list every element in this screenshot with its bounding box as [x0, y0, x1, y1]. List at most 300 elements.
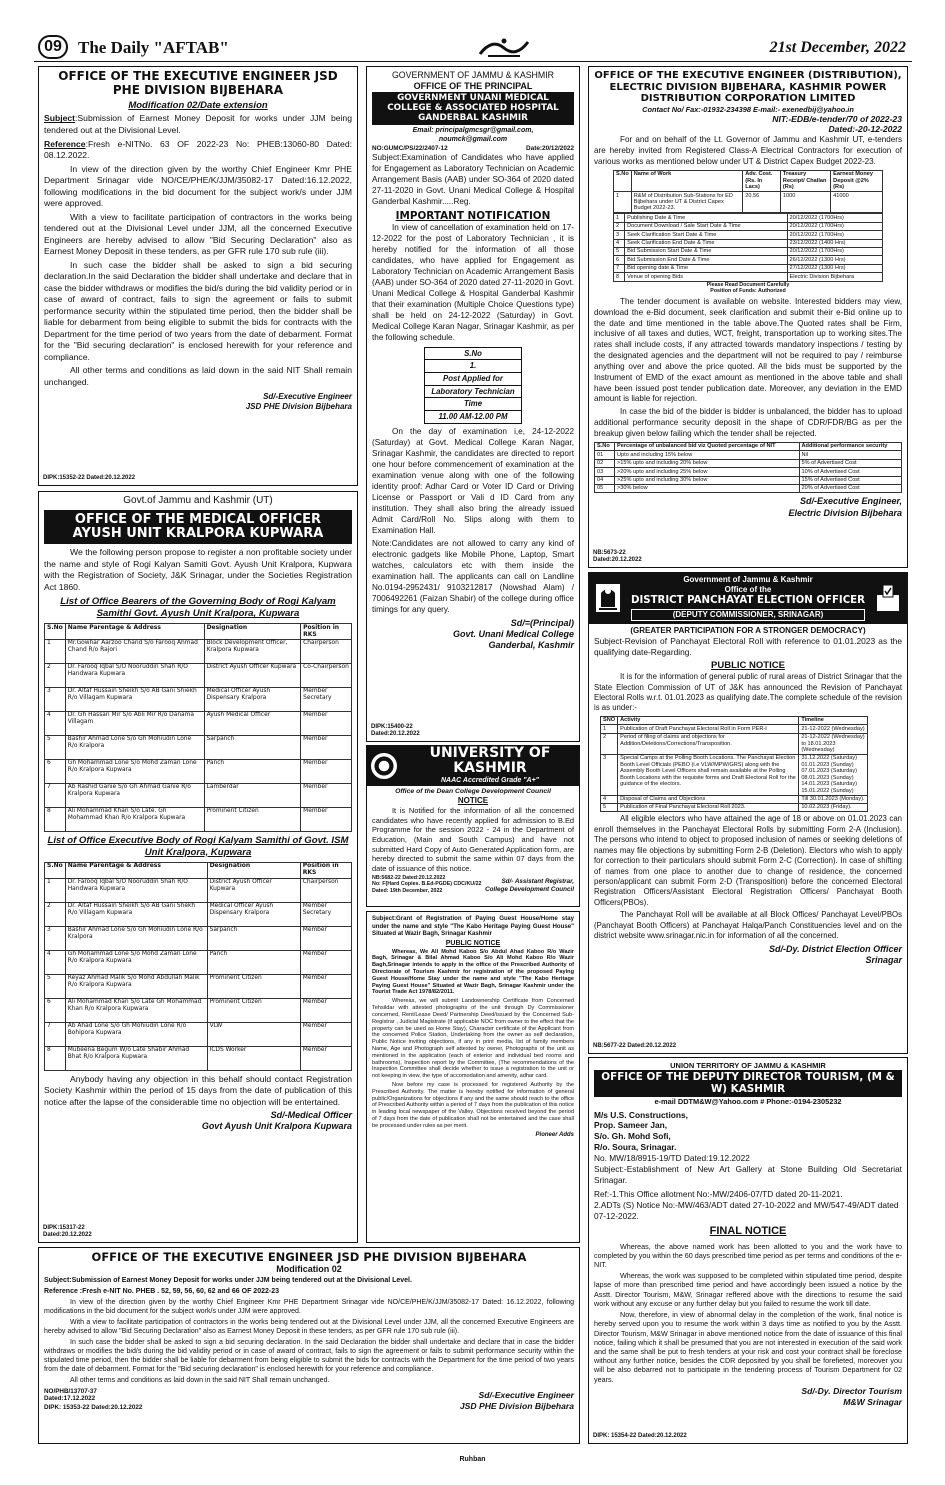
- ref-no: NB:5682-22 Dated:20.12.2022: [372, 875, 446, 882]
- ad-govt: Govt.of Jammu and Kashmir (UT): [123, 495, 273, 506]
- table-row: [595, 484, 902, 492]
- table-row: [45, 998, 352, 1022]
- table-row: [45, 735, 352, 759]
- table-cell: 5% of Advertised Cost: [799, 459, 901, 467]
- table-row: [45, 950, 352, 974]
- ad-title: OFFICE OF THE EXECUTIVE ENGINEER JSD PHE DIVISION BIJBEHARA: [91, 1250, 527, 1264]
- table-cell: Chairperson: [301, 639, 352, 663]
- table-cell: Seek Clarification Start Date & Time: [625, 231, 787, 239]
- table-cell: 41000: [831, 192, 883, 213]
- table-cell: Mr.Gowhar Aarzoo Chand S/o Farooq Ahmad Chand R/o Rajori: [65, 639, 204, 663]
- table-row: [614, 256, 883, 264]
- table-cell: Chairperson: [300, 878, 351, 902]
- ad-title: DISTRICT PANCHAYAT ELECTION OFFICER: [631, 595, 865, 606]
- table-cell: 27/12/2022 (1300 Hrs): [787, 264, 883, 272]
- table-cell: Nil: [799, 451, 901, 459]
- table-row: [45, 639, 352, 663]
- paragraph: Now before my case is processed for registered Authority by the Prescribed Authority. The matter is hereby notified for information of general public/Organizations for objections if any and the same should reach to the office of Prescribed Authority within a period of 7 days from the publication of this notice in leading local newspaper of the Valley. Objections received beyond the period of 7 days from the date of publication shall not be entertained and the case shall be processed under rules as per merit.: [372, 1082, 574, 1129]
- table-cell: Seek Clarification End Date & Time: [625, 239, 787, 247]
- table-cell: 5: [601, 803, 618, 811]
- table-cell: Member Secretary: [301, 687, 352, 711]
- reference-text: Reference :Fresh e-NIT No. PHEB . 52, 59, 56, 60, 62 and 66 OF 2022-23: [44, 1288, 279, 1296]
- table-row: [45, 663, 352, 687]
- table-cell: 6: [45, 998, 66, 1022]
- table-cell: 20/12/2022 (1700Hrs): [787, 231, 883, 239]
- subject-text: Subject:Examination of Candidates who have applied for Engagement as Laboratory Technician on Academic Arrangement Basis (AAB) under SO-364 of 2020 dated 27-11-2020 in Govt. Unani Medical College & Hospital Ganderbal Kashmir.....Reg.: [372, 152, 574, 206]
- table-cell: Ab Rashid Ganie S/o Gh Ahmad Ganie R/o Kralpora Kupwara: [65, 783, 204, 807]
- signature-line: Sd/-Dy. Director Tourism: [801, 1385, 902, 1396]
- performance-security-table: [594, 442, 902, 494]
- ref-file: No: F(Hard Copies. B.Ed-PGDE) CDC/KU/22: [372, 881, 482, 888]
- table-cell: 1: [45, 639, 66, 663]
- table-header-cell: Name Parentage & Address: [65, 862, 207, 878]
- table-cell: Member: [300, 950, 351, 974]
- paragraph: On the day of examination i,e, 24-12-2022 (Saturday) at Govt. Medical College Karan Nagar, Srinagar Kashmir, the candidates are directed to report one hour before commencement of examination at the examination venue along with one of the following identity proof: Adhar Card or Voter ID Card or Driving License or Passport or Vali d ID Card from any institution. They shall also bring the already issued Admit Card/Roll No. Slips along with them to Examination Hall.: [372, 426, 574, 535]
- table-cell: VLW: [207, 1022, 300, 1046]
- table-cell: Medical Officer Ayush Dispensary Kralpora: [207, 902, 300, 926]
- table-header-cell: S.No: [45, 624, 66, 640]
- table-cell: Special Camps at the Polling Booth Locations. The Panchayat Election Booth Level Officials (PEBO (i.e VLW/MPW/GRS) along with the Assembly Booth Level Officers shall remain available at the Polling Booth Locations with the requisite forms and Draft Electoral Roll for the guidance of the electors.: [618, 754, 799, 795]
- dip-number: DIPK: 15353-22 Dated:20.12.2022: [44, 1404, 143, 1412]
- signature-line: JSD PHE Division Bijbehara: [245, 402, 352, 412]
- table-cell: Publication of Final Panchayat Electoral Roll 2023.: [618, 803, 799, 811]
- ballot-box-icon: [873, 581, 903, 615]
- paragraph: Whereas, we will submit Landownership Certificate from Concerned Tehsildar with attested photographs of the unit through Dy Commissioner concerned, Rent/Lease Deed/ Partnership Deed/issued by the Concerned Sub-Registrar , Judicial Magistrate (if applicable NOC from owner to the effect that the property can be used as Home Stay), Character certificate of the Applicant from the concerned Police Station, Undertaking from the owner as self declaration, Public Notice inviting objections, if any in print media, list of family members Name, Age and Photograph self attested by owner, Photographs of the unit as mentioned in the application (each of exterior and individual bed rooms and bathrooms), Inspection report by the Committee, (The recommendations of the Inspection Committee shall decide whether to issue a registration to the unit or not keeping in view, the type of accomodation and amenity, adhar card.: [372, 998, 574, 1080]
- paragraph: Note:Candidates are not allowed to carry any kind of electronic gadgets like Mobile Phone, Laptop, Smart watches, calculators etc with them inside the examination hall. The applicants can call on Landline No.0194-2952431/ 9103212817 (Nowshad Alam) / 7006492261 (Faizan Shabir) of the college during office timings for any query.: [372, 538, 574, 614]
- table-cell: 2: [601, 733, 618, 754]
- table-cell: Member: [301, 807, 352, 831]
- executive-body-table: [44, 862, 352, 1071]
- table-cell: Lamberdar: [204, 783, 301, 807]
- table-cell: 6: [45, 759, 66, 783]
- table-cell: Dr. Gh Hassan Mir S/o Abli Mir R/o Danama Villagam: [65, 711, 204, 735]
- signature-line: College Development Council: [485, 885, 574, 893]
- table-note: Please Read Document Carefully: [706, 281, 790, 288]
- office: Office of the Dean College Development Council: [395, 787, 551, 795]
- table-cell: 21-12-2022 (Wednesday) to 18.01.2023 (Wednesday): [799, 733, 868, 754]
- table-cell: 3: [614, 231, 625, 239]
- table-cell: Member: [301, 711, 352, 735]
- table-cell: 03: [595, 468, 615, 476]
- table-note: Position of Funds: Authorized: [710, 288, 786, 295]
- table-cell: Member: [301, 783, 352, 807]
- dip-number: NB:5673-22: [593, 550, 626, 557]
- table-cell: Venue of opening Bids: [625, 273, 787, 281]
- dip-number: NB:5677-22 Dated:20.12.2022: [593, 1043, 677, 1050]
- table-cell: R&M of Distribution Sub-Stations for ED Bijbehara under UT & District Capex Budget 2022-23.: [631, 192, 742, 213]
- table-cell: >20% upto and including 25% below: [615, 468, 800, 476]
- ad-electric-division: [588, 66, 908, 568]
- table-row: [601, 803, 868, 811]
- table-cell: 10% of Advertised Cost: [799, 468, 901, 476]
- ad-kabo-heritage: [366, 911, 580, 1243]
- paragraph: The tender document is available on website. Interested bidders may view, download the e-Bid document, seek clarification and submit their e-Bid online up to the date and time mentioned in the table above.The Quoted rates shall be Firm, inclusive of all taxes and duties, WCT, freight, transportation up to working sites.The rates shall include costs, if any attracted towards mandatory inspections / testing by the designated agencies and the department will not be required to pay / reimburse anything over and above the price quoted. All the bids must be supported by the Instrument of EMD of the exact amount as mentioned in the above table and shall have been issued post tender publication date. Moreover, any deviation in the EMD amount is liable for rejection.: [594, 296, 902, 404]
- schedule-cell: Time: [425, 398, 521, 411]
- table-cell: Panch: [207, 950, 300, 974]
- paragraph: Now, therefore, in view of abnormal delay in the completion of the work, final notice is hereby served upon you to resume the work within 3 days time as notified to you by the Asstt. Director Tourism, M&W Srinagar in above mentioned notice from the date of issuance of this final notice, failing which it shall be presumed that you are not interested in execution of the said work and the same shall be put to fresh tenders at your risk and cost your contract shall be foreclose without any further notice, besides the CDR deposited by you shall be forefieted, moreover you will be also debarred not to participate in the tendering process of Tourism Department for 02 years.: [594, 1310, 902, 1384]
- table-cell: Sarpanch: [207, 926, 300, 950]
- table-cell: 8: [614, 273, 625, 281]
- table-cell: 6: [614, 256, 625, 264]
- paragraph: Whereas, the above named work has been allotted to you and the work have to completed by you within the 60 days prescribed time period as per terms and conditions of the e-NIT.: [594, 1241, 902, 1270]
- table-header-cell: Timeline: [799, 716, 868, 724]
- table-cell: Member: [300, 974, 351, 998]
- table-cell: 01: [595, 451, 615, 459]
- table-cell: 5: [614, 247, 625, 255]
- table-cell: 7: [45, 783, 66, 807]
- table-cell: Electric Division Bijbehara: [787, 273, 883, 281]
- table-cell: 3: [601, 754, 618, 795]
- table-row: [595, 459, 902, 467]
- table-row: [45, 1022, 352, 1046]
- table-row: [45, 974, 352, 998]
- table-cell: Ali Mohammad Khan S/o Late Gh Mohammad Khan R/o Kralpora Kupwara: [65, 998, 207, 1022]
- signature-line: Sd/- Assistant Registrar,: [501, 877, 574, 885]
- ref-no: NO:GUMC/PS/22/2407-12: [372, 144, 448, 152]
- table-cell: 20% of Advertised Cost: [799, 484, 901, 492]
- paragraph: It is Notified for the information of all the concerned candidates who have recently applied for admission to B.Ed Programme for the session 2022 - 24 in the Department of Education, (Main and South Campus) and have not submitted Hard Copy of Auto Generated Application form, are hereby directed to submit the same within 07 days from the date of issuance of this notice.: [372, 806, 574, 873]
- subject-text: Subject:-Establishment of New Art Gallery at Stone Building Old Secretariat Srinagar.: [594, 1164, 902, 1186]
- table-cell: Ab Ahad Lone S/o Gh Mohiudin Lone R/o Bohipora Kupwara: [65, 1022, 207, 1046]
- table-cell: Panch: [204, 759, 301, 783]
- table-cell: Medical Officer Ayush Dispensary Kralpora: [204, 687, 301, 711]
- table-cell: 02: [595, 459, 615, 467]
- signature-line: Ganderbal, Kashmir: [488, 640, 574, 651]
- table-row: [601, 733, 868, 754]
- table-cell: 1: [614, 214, 625, 222]
- table-row: [601, 795, 868, 803]
- table-cell: Prominent Citizen: [207, 998, 300, 1022]
- ad-ayush-kralpora: [38, 491, 358, 1243]
- table-row: [45, 759, 352, 783]
- table-row: [45, 1046, 352, 1070]
- table-cell: Prominent Citizen: [204, 807, 301, 831]
- signature-line: Sd/-Medical Officer: [270, 1110, 352, 1121]
- table-cell: Sarpanch: [204, 735, 301, 759]
- subject-text: Subject:Submission of Earnest Money Deposit for works under JJM being tendered out at the Divisional Level.: [44, 1277, 412, 1285]
- list-title: List of Office Bearers of the Governing Body of Rogi Kalyam Samithi Govt. Ayush Unit Kralpora, Kupwara: [60, 596, 336, 620]
- table-cell: 3: [45, 926, 66, 950]
- table-cell: Mubeena Begum W/o Late Shabir Ahmad Bhat R/o Kralpora Kupwara: [65, 1046, 207, 1070]
- ad-phe-modification-02: [38, 1247, 580, 1444]
- table-header-cell: SNO: [601, 716, 618, 724]
- dip-number: DIPK: 15354-22 Dated:20.12.2022: [593, 1433, 687, 1440]
- ad-university-kashmir: [366, 745, 580, 907]
- table-cell: 20.56: [743, 192, 781, 213]
- table-cell: 8: [45, 807, 66, 831]
- table-cell: 4: [614, 239, 625, 247]
- ad-title: OFFICE OF THE DEPUTY DIRECTOR TOURISM, (M & W) KASHMIR: [594, 1070, 902, 1097]
- paper-name: The Daily "AFTAB": [78, 38, 229, 57]
- table-header-cell: S.No: [45, 862, 66, 878]
- table-header-cell: Designation: [204, 624, 301, 640]
- paragraph: With a view to facilitate participation of contractors in the works being tendered out at the Divisional Level under JJM, all the concerned Executive Engineers are hereby advised to allow "Bid Securing Declaration" also as Earnest Money Deposit in these tenders, as per GFR rule 170 sub rule (iii).: [44, 211, 352, 257]
- table-header-cell: Additional performance security: [799, 442, 901, 450]
- table-cell: Publication of Draft Panchayat Electoral Roll in Form PER-I: [618, 725, 799, 733]
- signature-line: Sd/-Executive Engineer: [478, 1390, 574, 1401]
- table-row: [614, 231, 883, 239]
- table-cell: Disposal of Claims and Objections: [618, 795, 799, 803]
- works-table: [613, 170, 883, 214]
- table-header-cell: Name of Work: [631, 170, 742, 191]
- table-cell: Member: [300, 1022, 351, 1046]
- table-cell: 20/12/2022 (1700Hrs): [787, 247, 883, 255]
- table-cell: Dr. Altaf Hussain Sheikh S/o AB Gani Shiekh R/o Villagam Kupwara: [65, 687, 204, 711]
- table-row: [614, 247, 883, 255]
- table-cell: Period of filing of claims and objections for Addition/Deletions/Corrections/Transposition.: [618, 733, 799, 754]
- reference: Ref:-1.This Office allotment No:-MW/2406-07/TD dated 20-11-2021.: [594, 1188, 843, 1199]
- ad-title: UNIVERSITY OF KASHMIR: [401, 746, 579, 777]
- schedule-cell: 11.00 AM-12.00 PM: [438, 412, 508, 422]
- schedule-cell: S.No: [425, 348, 521, 361]
- ad-subtitle: Modification 02: [276, 1264, 342, 1275]
- paragraph: In such case the bidder shall be asked to sign a bid securing declaration.In the said Declaration the bidder shall undertake and declare that in case the bidder withdraws or modifies the bid/s during the bid validity period or in case of award of contract, fails to sign the agreement or fails to submit performance security within the stipulated time period, then the bidder shall be liable for debarment from being eligible to submit the bids for contracts with the Department for the time period of two years from the date of debarment. Format for the "Bid securing declaration" is enclosed herewith for your reference and compliance.: [44, 259, 352, 362]
- table-row: [595, 476, 902, 484]
- contact: e-mail DDTM&W@Yahoo.com # Phone:-0194-2305232: [654, 1097, 842, 1107]
- table-row: [614, 214, 883, 222]
- schedule-cell: Laboratory Technician: [425, 386, 521, 399]
- ad-office: OFFICE OF THE PRINCIPAL: [413, 80, 533, 91]
- table-cell: >30% below: [615, 484, 800, 492]
- signature-line: Sd/-Dy. District Election Officer: [768, 943, 902, 954]
- email: noumck@gmail.com: [438, 136, 508, 143]
- paragraph: In view of cancellation of examination held on 17-12-2022 for the post of Laboratory Technician , it is hereby notified for the information of all those candidates, who have applied for Engagement as Laboratory Technician on Academic Arrangement Basis (AAB) under SO-364 of 2020 dated 27-11-2020 in Govt. Unani Medical College & Hospital Ganderbal Kashmir that their examination (Multiple Choice Questions type) shall be held on 24-12-2022 (Saturday) in Govt. Medical College Karan Nagar, Srinagar Kashmir, as per the following schedule.: [372, 222, 574, 342]
- ad-govt: GOVERNMENT OF JAMMU & KASHMIR: [391, 70, 555, 80]
- table-cell: Co-Chairperson: [301, 663, 352, 687]
- page-number: 09: [38, 35, 68, 59]
- naac-grade: NAAC Accredited Grade "A+": [441, 776, 539, 784]
- table-cell: Bid Submission End Date & Time: [625, 256, 787, 264]
- page-footer: Ruhban: [459, 1456, 486, 1463]
- addressee-line: R/o. Soura, Srinagar.: [594, 1142, 677, 1153]
- ad-title: OFFICE OF THE EXECUTIVE ENGINEER JSD PHE DIVISION BIJBEHARA: [58, 69, 338, 97]
- ad-unani-college: [366, 66, 580, 742]
- table-cell: 2: [45, 663, 66, 687]
- subject-label: Subject: [44, 113, 76, 124]
- signature-line: Sd/=(Principal): [510, 617, 574, 628]
- exam-schedule: [424, 347, 522, 424]
- paragraph: Whereas, We All Mohd Kaboo S/o Abdul Ahad Kaboo R/o Wazir Bagh, Srinagar & Bilal Ahmad Kaboo S/o Ali Mohd Kaboo R/o Wazir Bagh,Srinagar intends to apply in the office of the Prescribed Authority of Directorate of Tourism Kashmir for registration of the proposed Paying Guest House/Home Stay under the name and style "The Kabo Heritage Paying Guest House" Situated at Wazir Bagh, Srinagar Kashmir under the Tourist Trade Act 1978/82/2011.: [372, 948, 574, 996]
- paragraph: For and on behalf of the Lt. Governor of Jammu and Kashmir UT, e-tenders are hereby invited from Registered Class-A Electrical Contractors for execution of various works as mentioned below under UT & District Capex Budget 2022-23.: [594, 135, 902, 166]
- ref-no: No. MW/18/8915-19/TD Dated:19.12.2022: [594, 1153, 750, 1164]
- table-cell: 5: [45, 735, 66, 759]
- table-row: [45, 783, 352, 807]
- table-cell: 15% of Advertised Cost: [799, 476, 901, 484]
- table-header-cell: Position in RKS: [301, 624, 352, 640]
- table-header-cell: S.No: [614, 170, 632, 191]
- table-cell: 7: [45, 1022, 66, 1046]
- table-cell: 23/12/2022 (1400 Hrs): [787, 239, 883, 247]
- table-cell: Bashir Ahmad Lone S/o Gh Mohiudin Lone R/o Kralpora: [65, 926, 207, 950]
- table-cell: 10.02.2023 (Friday).: [799, 803, 868, 811]
- notice-heading: NOTICE: [457, 796, 489, 806]
- table-cell: 4: [601, 795, 618, 803]
- addressee-line: Prop. Sameer Jan,: [594, 1120, 668, 1131]
- table-header-cell: Treasury Receipt/ Challan (Rs): [780, 170, 830, 191]
- notice-heading: PUBLIC NOTICE: [711, 660, 785, 672]
- table-row: [614, 222, 883, 230]
- signature-line: Sd/-Executive Engineer: [263, 392, 352, 402]
- table-cell: 05: [595, 484, 615, 492]
- ref-date: Dated:17.12.2022: [44, 1395, 96, 1403]
- university-emblem-icon: [371, 753, 397, 779]
- table-cell: 8: [45, 1046, 66, 1070]
- table-cell: Bid opening date & Time: [625, 264, 787, 272]
- nit-date: Dated:-20-12-2022: [828, 124, 902, 135]
- table-row: [45, 711, 352, 735]
- paragraph: In such case the bidder shall be asked to sign a bid securing declaration. In the said Declaration the bidder shall undertake and declare that in case the bidder withdraws or modifies the bid/s during the bid validity period or in case of award of contract, fails to sign the agreement or fails to submit performance security within the stipulated time period, then the bidder shall be liable for debarment from being eligible to submit the bids for contracts with the Department for the time period of two years from the date of debarment. Format for the "Bid securing declaration" is enclosed herewith for your reference and compliance.: [44, 1339, 574, 1374]
- table-row: [614, 273, 883, 281]
- signature-line: Electric Division Bijbehara: [788, 507, 902, 518]
- table-cell: Member: [300, 1046, 351, 1070]
- notice-heading: FINAL NOTICE: [709, 1224, 787, 1237]
- paragraph: In case the bid of the bidder is bidder is unbalanced, the bidder has to upload additional performance security deposit in the shape of CDR/FDR/BG as per the breakup given below failing which the tender shall be rejected.: [594, 407, 902, 438]
- table-cell: District Ayush Officer Kupwara: [207, 878, 300, 902]
- ad-office: Office of the: [724, 585, 772, 594]
- paragraph: Whereas, the work was supposed to be completed within stipulated time period, despite lapse of more than prescribed time period and have accordingly been issued a notice by the Asstt. Director Tourism, M&W, Srinagar reffered above with the directions to resume the said work without any excuse or any further delay but you failed to resume the work till date.: [594, 1271, 902, 1308]
- table-cell: 2: [45, 902, 66, 926]
- table-cell: Member: [301, 759, 352, 783]
- table-cell: District Ayush Officer Kupwara: [204, 663, 301, 687]
- table-header-cell: Designation: [207, 862, 300, 878]
- state-emblem-icon: [593, 581, 623, 615]
- email: Email: principalgmcsgr@gmail.com,: [412, 127, 534, 135]
- table-cell: >25% upto and including 30% below: [615, 476, 800, 484]
- table-cell: 1: [45, 878, 66, 902]
- contact: Contact No/ Fax:-01932-234398 E-mail:- exenedbij@yahoo.in: [642, 104, 854, 114]
- issue-date: 21st December, 2022: [769, 39, 906, 56]
- ad-title: OFFICE OF THE MEDICAL OFFICER AYUSH UNIT KRALPORA KUPWARA: [44, 510, 352, 545]
- table-row: [614, 239, 883, 247]
- signature-line: M&W Srinagar: [843, 1396, 902, 1407]
- revision-schedule-table: [600, 716, 868, 812]
- paragraph: With a view to facilitate participation of contractors in the works being tendered out at the Divisional Level under JJM, all the concerned Executive Engineers are hereby advised to allow "Bid Securing Declaration" also as Earnest Money Deposit in these tenders, as per GFR rule 170 sub rule (iii).: [44, 1319, 574, 1336]
- table-cell: Publishing Date & Time: [625, 214, 787, 222]
- table-cell: Document Download / Sale Start Date & Time: [625, 222, 787, 230]
- ref-no: NO/PHB/13707-37: [44, 1387, 97, 1395]
- table-cell: 1: [614, 192, 632, 213]
- table-header-cell: Earnest Money Deposit @2% (Rs): [831, 170, 883, 191]
- table-row: [45, 687, 352, 711]
- ad-title: OFFICE OF THE EXECUTIVE ENGINEER (DISTRIBUTION), ELECTRIC DIVISION BIJBEHARA, KASHMIR POWER DISTRIBUTION CORPORATION LIMITED: [594, 70, 902, 104]
- table-cell: Dr. Farooq Iqbal S/O Nooruddin Shah R/O Handwara Kupwara: [65, 878, 207, 902]
- table-cell: Member: [301, 735, 352, 759]
- signature-line: JSD PHE Division Bijbehara: [459, 1400, 574, 1411]
- notice-heading: IMPORTANT NOTIFICATION: [395, 209, 551, 222]
- ad-govt: UNION TERRITORY OF JAMMU & KASHMIR: [670, 1061, 826, 1070]
- ad-tourism-final-notice: [588, 1057, 908, 1444]
- table-row: [595, 451, 902, 459]
- dip-number: DIPK:15352-22 Dated:20.12.2022: [43, 475, 136, 482]
- table-header-cell: Activity: [618, 716, 799, 724]
- table-row: [45, 902, 352, 926]
- paragraph: The Panchayat Roll will be available at all Block Offices/ Panchayat Level/PBOs (Panchayat Booth Officers) at Panchayat Halqa/Panch Constituencies level and on the district website www.srinagar.nic.in for information of all the concerned.: [594, 910, 902, 941]
- table-cell: Till 30.01.2023 (Monday).: [799, 795, 868, 803]
- reference-text: :Fresh e-NITNo. 63 OF 2022-23 No: PHEB:13060-80 Dated: 08.12.2022.: [44, 138, 352, 161]
- table-cell: Gh Mohammad Lone S/o Mohd Zaman Lone R/o Kralpora Kupwara: [65, 950, 207, 974]
- table-row: [45, 807, 352, 831]
- table-row: [595, 468, 902, 476]
- table-header-cell: Name Parentage & Address: [65, 624, 204, 640]
- table-header-cell: Position in RKS: [300, 862, 351, 878]
- table-cell: 1000: [780, 192, 830, 213]
- nit-number: NIT:-EDB/e-tender/70 of 2022-23: [772, 113, 902, 124]
- table-cell: Ali Mohammad Khan S/o Late. Gh Mohammad Khan R/o Kralpora Kupwara: [65, 807, 204, 831]
- addressee-line: M/s U.S. Constructions,: [594, 1109, 688, 1120]
- table-cell: Reyaz Ahmad Malik S/o Mohd Abdullah Malik R/o Kralpora Kupwara: [65, 974, 207, 998]
- table-header-cell: Adv. Cost. (Rs. In Lacs): [743, 170, 781, 191]
- table-cell: 21-12-2022 (Wednesday): [799, 725, 868, 733]
- dip-number: DIPK:15317-22: [43, 1225, 85, 1232]
- paragraph: All other terms and conditions as laid down in the said NIT Shall remain unchanged.: [44, 365, 352, 387]
- table-cell: 5: [45, 974, 66, 998]
- table-cell: Member Secretary: [300, 902, 351, 926]
- schedule-cell: 1.: [425, 360, 521, 373]
- table-header-cell: S.No: [595, 442, 615, 450]
- dip-date: Dated:20.12.2022: [43, 1232, 92, 1239]
- paragraph: All other terms and conditions as laid down in the said NIT Shall remain unchanged.: [70, 1377, 330, 1384]
- table-cell: 3: [45, 687, 66, 711]
- table-row: [614, 264, 883, 272]
- paragraph: All eligible electors who have attained the age of 18 or above on 01.01.2023 can enroll themselves in the Panchayat Electoral Rolls by submitting Form 2-A (Inclusion). The persons who intend to object to proposed inclusion of names or seeking deletions of names may file objections by submitting Form 2-B (Deletion). Electors who wish to apply for correction to their particulars should submit Form 2-C (Correction). In case of shifting of names from one place to another due to change of residence, the concerned person/applicant can submit Form 2-D (Transposition) before the concerned Electoral Registration Officers/Assistant Electoral Registration Officers/ Panchayat Booth Officers(PBOs).: [594, 814, 902, 907]
- table-cell: 04: [595, 476, 615, 484]
- schedule-cell: Post Applied for: [425, 373, 521, 386]
- signature-line: Pioneer Adds: [535, 1131, 574, 1138]
- table-cell: Dr. Farooq Iqbal S/O Nooruddin Shah R/O Handwara Kupwara: [65, 663, 204, 687]
- table-cell: Bashir Ahmad Lone S/o Gh Mohiudin Lone R/o Kralpora: [65, 735, 204, 759]
- paragraph: We the following person propose to register a non profitable society under the name and style of Rogi Kalyan Samiti Govt. Ayush Unit Kralpora, Kupwara with the Registration of Society, J&K Srinagar, under the Societies Registration Act 1860.: [44, 547, 352, 592]
- table-cell: Ayush Medical Officer: [204, 711, 301, 735]
- table-row: [601, 725, 868, 733]
- newspaper-logo: [474, 34, 534, 60]
- reference-label: Reference: [44, 138, 86, 149]
- table-cell: ICDS Worker: [207, 1046, 300, 1070]
- subject-text: Subject-Revision of Panchayat Electoral Roll with reference to 01.01.2023 as the qualifying date-Regarding.: [594, 635, 902, 657]
- ref-date: Dated: 19th December, 2022: [372, 887, 443, 894]
- ad-subtitle: Modification 02/Date extension: [128, 99, 268, 111]
- table-cell: 31.12.2022 (Saturday) 01.01.2023 (Sunday) 07.01.2023 (Saturday) 08.01.2023 (Sunday) 14.01.2023 (Saturday) 15.01.2022 (Sunday): [799, 754, 868, 795]
- paragraph: Anybody having any objection in this behalf should contact Registration Society Kashmir within the period of 15 days from the date of publication of this notice after the lapse of the considerable time no objection will be entertained.: [44, 1073, 352, 1107]
- table-cell: Gh Mohammad Lone S/o Mohd Zaman Lone R/o Kralpora Kupwara: [65, 759, 204, 783]
- table-cell: Upto and including 15% below: [615, 451, 800, 459]
- subject-text: Subject:Grant of Registration of Paying Guest House/Home stay under the name and style "The Kabo Heritage Paying Guest House" Situated at Wazir Bagh, Srinagar Kashmir: [372, 915, 574, 938]
- dip-date: Dated:20.12.2022: [371, 731, 420, 738]
- ref-date: Date:20/12/2022: [526, 144, 574, 152]
- tender-schedule-table: [613, 213, 883, 281]
- table-header-cell: Percentage of unbalanced bid viz Quoted percentage of NIT: [615, 442, 800, 450]
- notice-heading: PUBLIC NOTICE: [445, 939, 501, 947]
- table-cell: 4: [45, 711, 66, 735]
- table-cell: Member: [300, 926, 351, 950]
- table-cell: >15% upto and including 20% below: [615, 459, 800, 467]
- addressee-line: S/o. Gh. Mohd Sofi,: [594, 1131, 671, 1142]
- table-cell: 7: [614, 264, 625, 272]
- table-cell: 20/12/2022 (1700Hrs): [787, 222, 883, 230]
- signature-line: Srinagar: [865, 954, 902, 965]
- ad-govt: Government of Jammu & Kashmir: [683, 575, 813, 584]
- table-cell: Block Development Officer, Kralpora Kupwara: [204, 639, 301, 663]
- signature-line: Govt Ayush Unit Kralpora Kupwara: [201, 1121, 352, 1132]
- paragraph: It is for the information of general public of rural areas of District Srinagar that the State Election Commission of UT of J&K has announced the Revision of Panchayat Electoral Rolls w.r.t. 01.01.2023 as qualifying date.The complete schedule of the revision is as under:-: [594, 672, 902, 713]
- dip-number: DIPK:15400-22: [371, 724, 413, 731]
- table-cell: 4: [45, 950, 66, 974]
- table-row: [45, 878, 352, 902]
- masthead: [34, 32, 912, 62]
- table-cell: 26/12/2022 (1300 Hrs): [787, 256, 883, 264]
- signature-line: Govt. Unani Medical College: [452, 628, 574, 639]
- table-cell: Prominent Citizen: [207, 974, 300, 998]
- ad-subtitle: (DEPUTY COMMISSIONER, SRINAGAR): [631, 609, 865, 621]
